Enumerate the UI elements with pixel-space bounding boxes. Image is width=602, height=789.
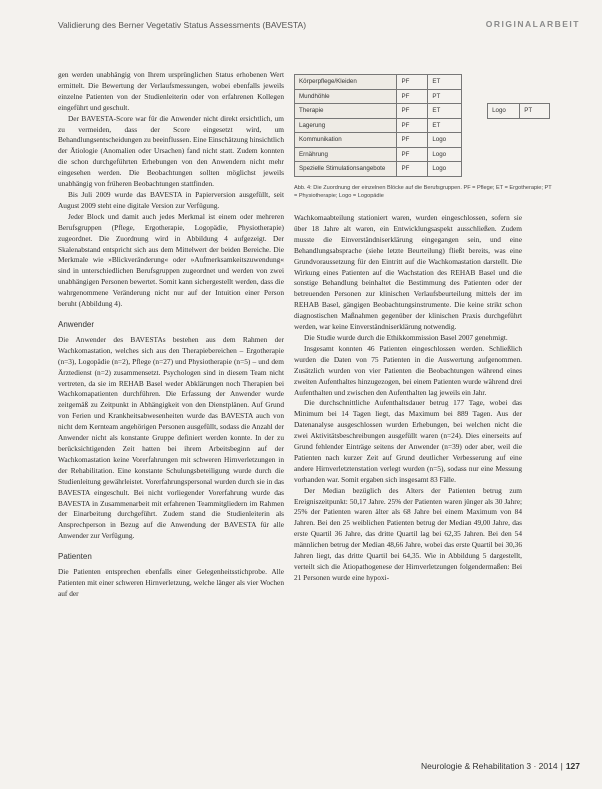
table-cell <box>488 133 520 148</box>
table-row <box>295 75 550 90</box>
figure-caption: Abb. 4: Die Zuordnung der einzelnen Blöcke auf die Berufsgruppen. PF = Pflege; ET = Ergotherapie; PT = Physiotherapie; Logo = Logopädie <box>294 185 552 199</box>
table-row-label: Therapie <box>295 104 397 119</box>
body-paragraph: gen werden unabhängig von Ihrem ursprünglichen Status erhobenen Wert ermittelt. Die Bewertung der Verlaufsmessungen, wobei ebenfalls jeweils einzelne Patienten von der Studienleiterin oder von erfahrenen Kollegen eingeführt und geschult. <box>58 70 284 112</box>
section-heading-patienten: Patienten <box>58 552 92 562</box>
table-cell <box>488 75 520 90</box>
section-heading-anwender: Anwender <box>58 319 95 329</box>
table-cell <box>520 147 550 162</box>
table-cell: PT <box>428 89 461 104</box>
body-paragraph: Die durchschnittliche Aufenthaltsdauer betrug 177 Tage, wobei das Minimum bei 14 Tagen liegt, das Maximum bei 889 Tagen. Aus der Datenanalyse ausgeschlossen wurden Erhebungen, bei welchen nicht die zwei Aktivitätsbeschreibungen ausgefüllt waren (n=24). Dies einerseits auf Grund fehlender Einträge seitens der Anwender (n=39) oder aber, weil die Patienten nach kurzer Zeit auf Grund deutlicher Verbesserung auf eine andere Hirnverletztenstation verlegt wurden (n=5), sodass nur eine Messung vorhanden war. Somit ergaben sich insgesamt 83 Fälle. <box>294 398 522 484</box>
table-cell: Logo <box>428 133 461 148</box>
body-paragraph: Die Patienten entsprechen ebenfalls einer Gelegenheitsstichprobe. Alle Patienten mit einer schweren Hirnverletzung, welche länger als vier Wochen auf der <box>58 567 284 598</box>
body-paragraph: Wachkomaabteilung stationiert waren, wurden eingeschlossen, sofern sie über 18 Jahre alt waren, ein Entwicklungsaspekt ausschließen. Zudem musste die Einverständniserklärung eingegangen sein, und eine Behandlungsabsprache (siehe letzte Beurteilung) fließt bereits, was eine Grundvoraussetzung für den Eintritt auf die Wachkomastation darstellt. Die Wirkung eines Patienten auf die Wachstation des REHAB Basel und die sonstige Behandlung beinhaltet die Bestimmung des Patienten oder der betreuenden Personen zur klinischen Verlaufsbeurteilung mittels der im REHAB Basel, gängigen Beobachtungsinstrumente. Die keine strikt schon diagnostischen Maßnahmen gegenüber der klinischen Praxis durchgeführt werden, war keine Einverständniserklärung notwendig. <box>294 213 522 332</box>
table-cell: Logo <box>428 147 461 162</box>
body-paragraph: Jeder Block und damit auch jedes Merkmal ist einem oder mehreren Berufsgruppen (Pflege, Ergotherapie, Logopädie, Physiotherapie) zugeordnet. Die Zuordnung wird in Abbildung 4 aufgezeigt. Der Skalenabstand entspricht sich aus dem Mittelwert der beiden Bereiche. Die Merkmale wie »Blickveränderung« oder »Aufmerksamkeitszuwendung« sind in unterschiedlichen Berufsgruppen zugeordnet und werden von zwei unabhängigen Personen bewertet. Somit kann sichergestellt werden, dass die wahrgenommene Veränderung nicht nur auf der Intuition einer Person beruht (Abbildung 4). <box>58 211 284 309</box>
assignment-table <box>294 74 550 177</box>
right-column <box>294 213 522 584</box>
running-title: Validierung des Berner Vegetativ Status Assessments (BAVESTA) <box>58 20 307 30</box>
article-type-label: ORIGINALARBEIT <box>485 19 580 29</box>
footer-separator: | <box>560 761 563 771</box>
table-row-label: Körperpflege/Kleiden <box>295 75 397 90</box>
body-paragraph: Die Anwender des BAVESTAs bestehen aus dem Rahmen der Wachkomastation, welches sich aus den Therapiebereichen – Ergotherapie (n=3), Logopädie (n=2), Pflege (n=27) und Physiotherapie (n=5) – und dem Ärztedienst (n=2) zusammensetzt. Psychologen sind in diesem Team nicht vertreten, da sie im REHAB Basel weder Abklärungen noch Therapien bei Wachkomapatienten durchführen. Die Erfassung der Anwender wurde zeitgemäß zu Zeitpunkt in Abhängigkeit von den Dienstplänen. Auf Grund von Ferien und Krankheitsabwesenheiten wurde das BAVESTA auch von nicht dem Kernteam angehörigen Personen ausgefüllt, sodass die Anzahl der Anwender nicht als konstante Gruppe definiert werden konnte. In der zu berücksichtigenden Zeit hatten bei ihrem Arbeitsbeginn auf der Wachkomastation keine Vorerfahrungen mit schweren Hirnverletzungen in der Rehabilitation. Eine konstante Schulungsbeteiligung wurde durch die Studienleitung gewährleistet. Vorerfahrungspersonal wurden durch sie in das BAVESTA eingeschult. Bei nicht vorliegender Vorerfahrung wurde das BAVESTA in Zusammenarbeit mit erfahrenen Teammitgliedern im Rahmen der Einarbeitung durchgeführt. Zudem stand die Studienleiterin als Ansprechperson in Bezug auf die Anwendung der BAVESTA für alle Anwender zur Verfügung. <box>58 334 284 541</box>
table-cell <box>520 89 550 104</box>
table-gap <box>461 75 487 90</box>
page-footer <box>421 761 580 771</box>
body-paragraph: Der BAVESTA-Score war für die Anwender nicht direkt ersichtlich, um zu vermeiden, dass der Score eingesetzt wird, um Behandlungsentscheidungen zu beeinflussen. Eine Einschätzung hinsichtlich der Ätiologie (Anomalien oder Ursachen) fand nicht statt. Zudem konnten die schon durchgeführten Erhebungen von den Anwendern nicht mehr eingesehen werden. Die Beobachtungen sollten möglichst jeweils unabhängig von früheren Beobachtungen stattfinden. <box>58 113 284 189</box>
table-gap <box>461 89 487 104</box>
table-row-label: Lagerung <box>295 118 397 133</box>
table-gap <box>461 147 487 162</box>
table-row-label: Spezielle Stimulationsangebote <box>295 162 397 177</box>
table-cell: Logo <box>488 104 520 119</box>
table-cell <box>488 162 520 177</box>
table-row-label: Ernährung <box>295 147 397 162</box>
body-paragraph: Die Studie wurde durch die Ethikkommission Basel 2007 genehmigt. <box>304 332 508 342</box>
table-gap <box>461 162 487 177</box>
body-paragraph: Der Median bezüglich des Alters der Patienten betrug zum Ereigniszeitpunkt: 50,17 Jahre. 25% der Patienten waren jünger als 30 Jahre; 25% der Patienten waren älter als 68 Jahre bei einem Maximum von 84 Jahren. Bei den 25 weiblichen Patienten betrug der Median 49,00 Jahre, das erste Quartil 36 Jahre, das dritte Quartil lag bei 62,35 Jahren. Bei den 54 männlichen betrug der Median 48,66 Jahre, wobei das erste Quartil bei 30,36 Jahren liegt, das dritte Quartil bei 64,35. Wie in Abbildung 5 dargestellt, verteilt sich die Ätiopathogenese der Hirnverletzungen folgendermaßen: Bei 21 Personen wurde eine hypoxi- <box>294 485 522 582</box>
table-cell: PF <box>397 104 428 119</box>
table-cell <box>520 162 550 177</box>
table-row <box>295 104 550 119</box>
table-cell <box>520 75 550 90</box>
table-row <box>295 162 550 177</box>
table-cell <box>488 118 520 133</box>
table-row <box>295 118 550 133</box>
table-cell: Logo <box>428 162 461 177</box>
table-cell: ET <box>428 75 461 90</box>
table-cell <box>520 118 550 133</box>
table-gap <box>461 118 487 133</box>
table-cell: ET <box>428 104 461 119</box>
table-cell: ET <box>428 118 461 133</box>
body-paragraph: Bis Juli 2009 wurde das BAVESTA in Papierversion ausgefüllt, seit August 2009 steht eine digitale Version zur Verfügung. <box>58 189 284 210</box>
body-paragraph: Insgesamt konnten 46 Patienten eingeschlossen werden. Schließlich wurden die Daten von 75 Patienten in die Auswertung aufgenommen. Zusätzlich wurden von vier Patienten die Beobachtungen während eines zweiten Aufenthaltes hinzugezogen, bei einem Patienten wurde während drei Aufenthalten und zwischen den Aufenthalten lag jeweils ein Jahr. <box>294 343 522 397</box>
page-header <box>0 0 602 40</box>
left-column <box>58 70 284 600</box>
table-cell: PF <box>397 75 428 90</box>
journal-name: Neurologie & Rehabilitation 3 · 2014 <box>421 761 558 771</box>
table-cell: PF <box>397 89 428 104</box>
table-row <box>295 147 550 162</box>
table-cell: PF <box>397 133 428 148</box>
table-row <box>295 133 550 148</box>
table-cell: PF <box>397 162 428 177</box>
table-row-label: Mundhöhle <box>295 89 397 104</box>
table-cell: PF <box>397 118 428 133</box>
table-cell: PT <box>520 104 550 119</box>
table-gap <box>461 104 487 119</box>
page-number: 127 <box>565 761 580 771</box>
table-cell <box>520 133 550 148</box>
table-cell <box>488 89 520 104</box>
table-cell: PF <box>397 147 428 162</box>
table-row <box>295 89 550 104</box>
table-row-label: Kommunikation <box>295 133 397 148</box>
table-gap <box>461 133 487 148</box>
table-cell <box>488 147 520 162</box>
